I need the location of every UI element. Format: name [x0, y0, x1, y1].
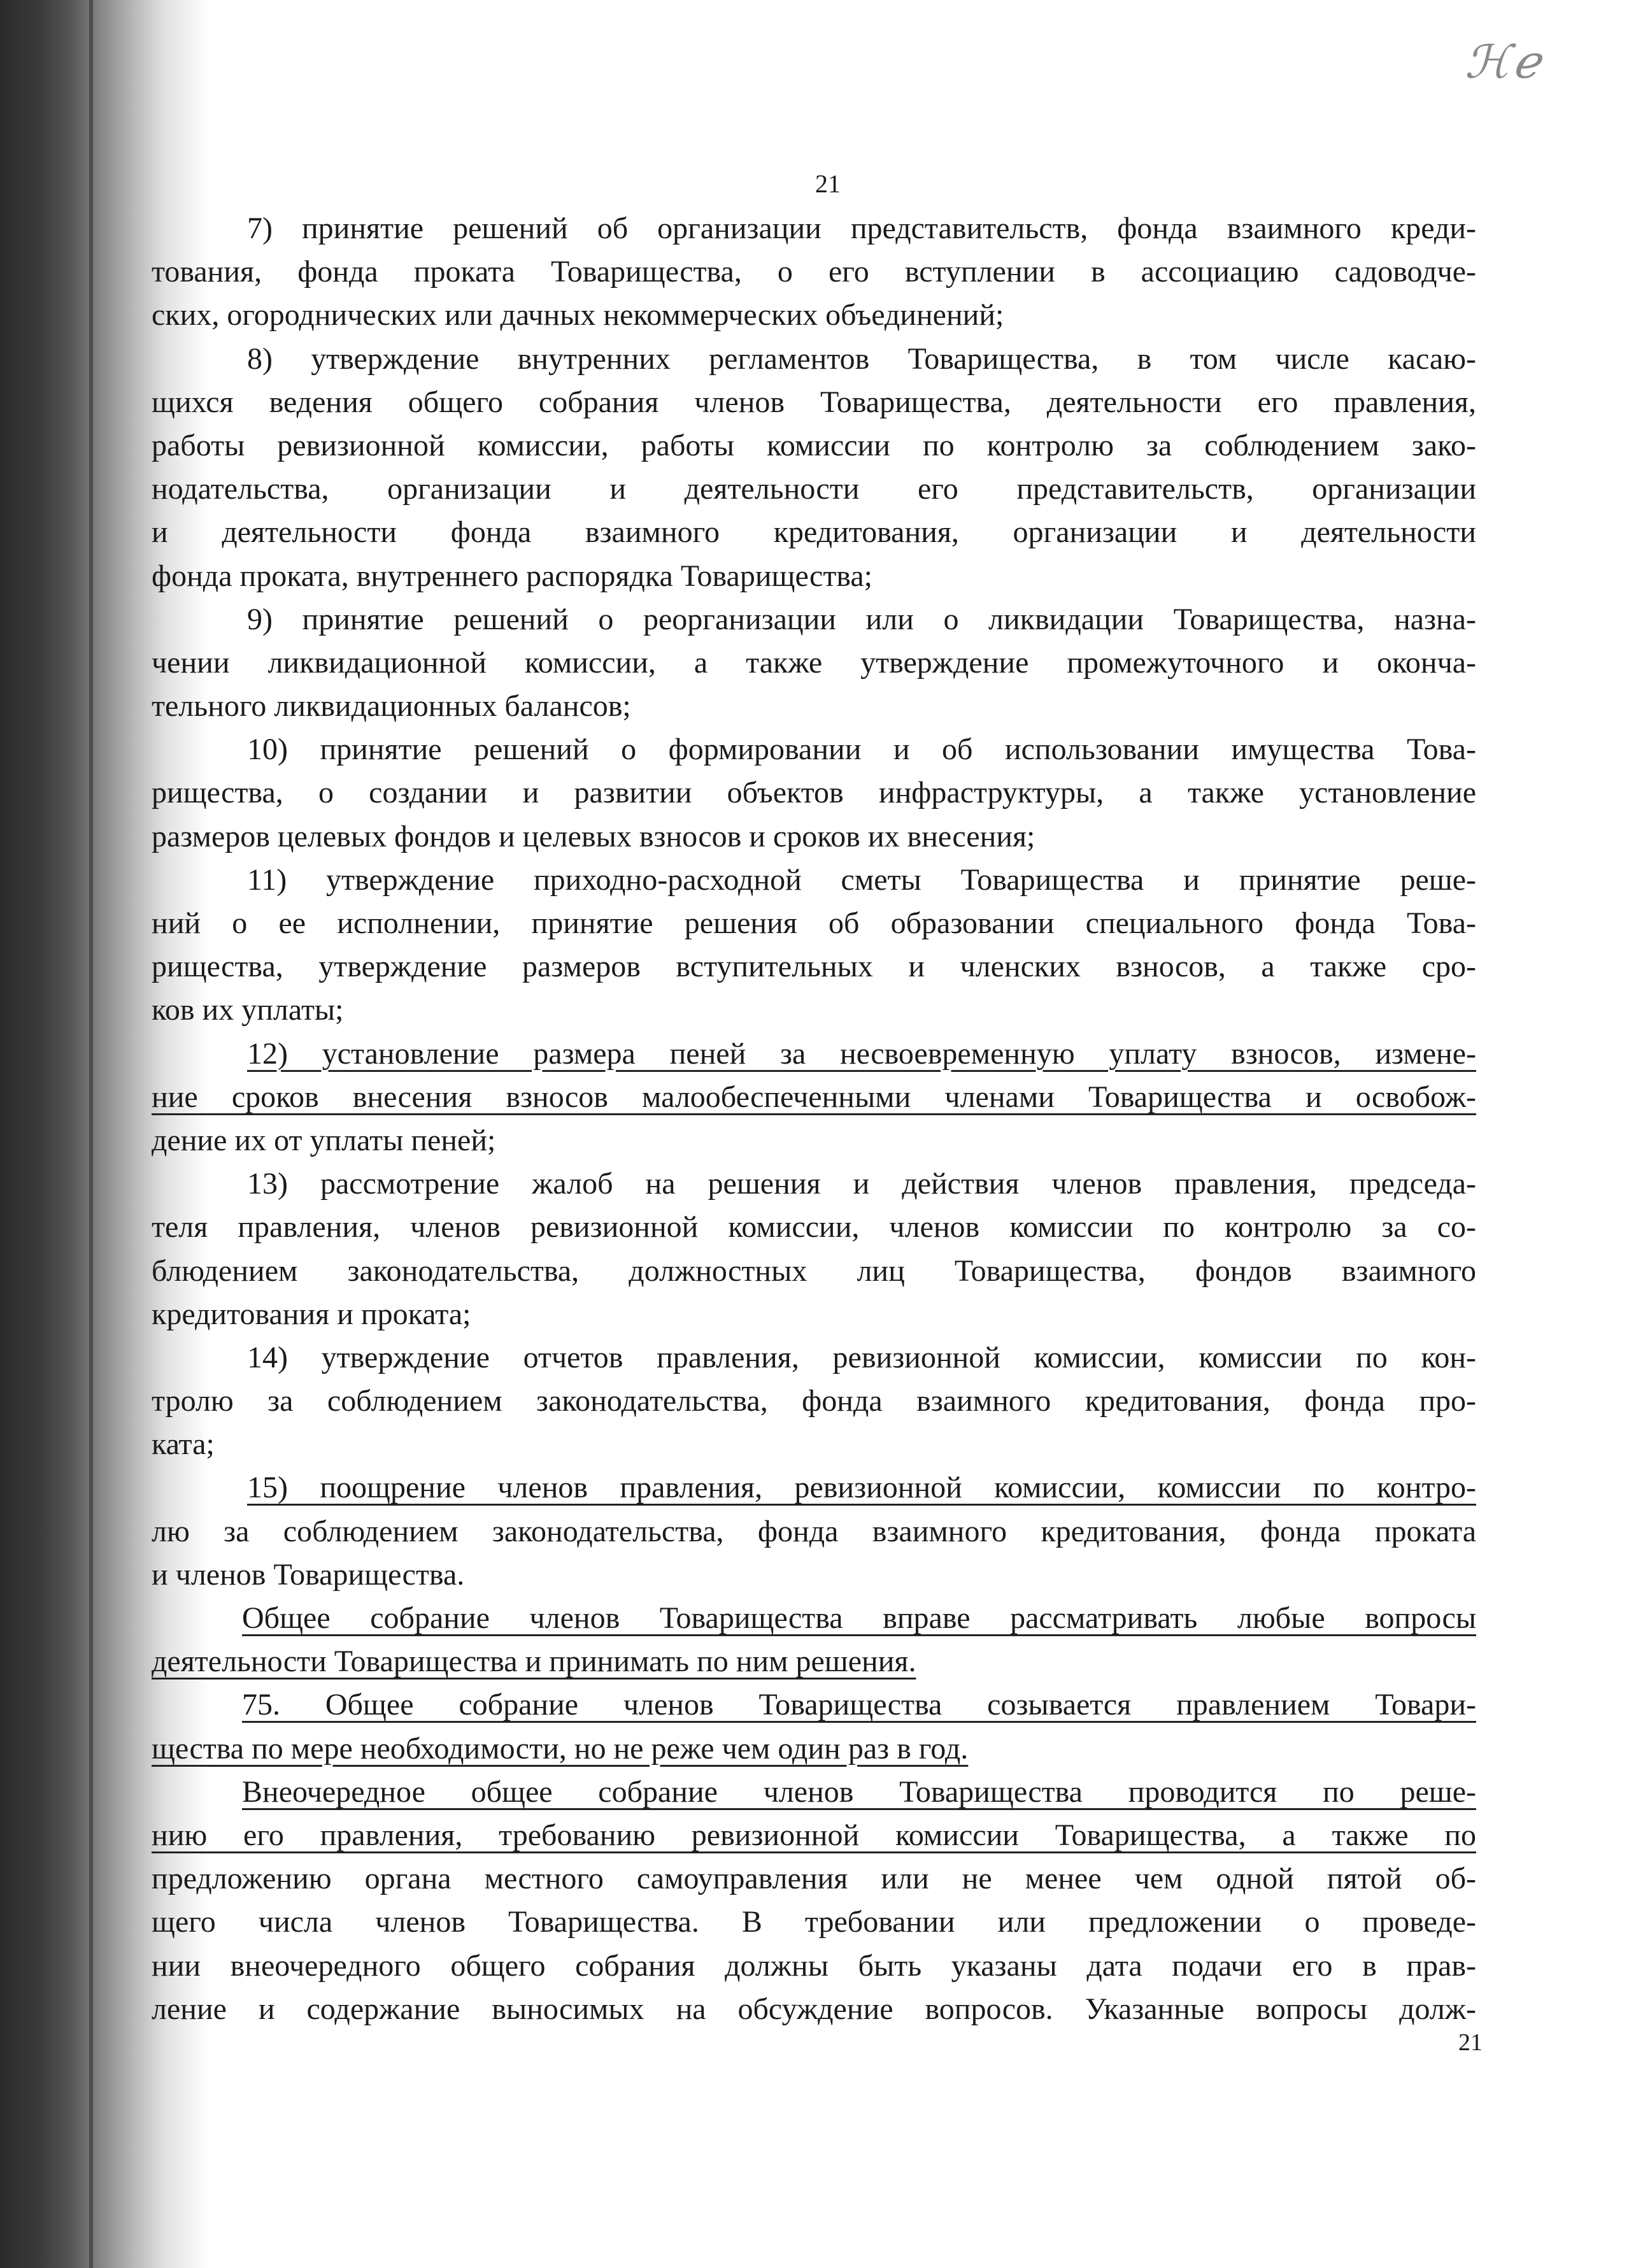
text-line: 14) утверждение отчетов правления, ревизионной комиссии, комиссии по кон-	[247, 1340, 1476, 1374]
text-line: работы ревизионной комиссии, работы комиссии по контролю за соблюдением зако-	[152, 428, 1476, 462]
text-line: предложению органа местного самоуправления или не менее чем одной пятой об-	[152, 1862, 1476, 1896]
text-line: тования, фонда проката Товарищества, о его вступлении в ассоциацию садоводче-	[152, 255, 1476, 289]
text-line-underlined: Внеочередное общее собрание членов Товарищества проводится по реше-	[242, 1774, 1476, 1809]
text-line: лю за соблюдением законодательства, фонда взаимного кредитования, фонда проката	[152, 1514, 1476, 1548]
text-line: тельного ликвидационных балансов;	[152, 689, 631, 724]
document-body	[152, 207, 1476, 2031]
text-line: ний о ее исполнении, принятие решения об образовании специального фонда Това-	[152, 906, 1476, 940]
text-line: размеров целевых фондов и целевых взносов и сроков их внесения;	[152, 819, 1035, 853]
text-line: ков их уплаты;	[152, 993, 344, 1027]
text-line: 7) принятие решений об организации представительств, фонда взаимного креди-	[247, 211, 1476, 245]
text-line-underlined: деятельности Товарищества и принимать по ним решения.	[152, 1644, 916, 1679]
text-line-underlined: нию его правления, требованию ревизионной комиссии Товарищества, а также по	[152, 1818, 1476, 1852]
text-line: 9) принятие решений о реорганизации или о ликвидации Товарищества, назна-	[247, 602, 1476, 636]
text-line: теля правления, членов ревизионной комиссии, членов комиссии по контролю за со-	[152, 1210, 1476, 1245]
text-line: ката;	[152, 1427, 215, 1462]
text-line: дение их от уплаты пеней;	[152, 1123, 496, 1157]
text-line: нодательства, организации и деятельности его представительств, организации	[152, 472, 1476, 506]
handwritten-page-mark: ℋℯ	[1465, 35, 1542, 89]
text-line: 13) рассмотрение жалоб на решения и действия членов правления, председа-	[247, 1167, 1476, 1201]
text-line-underlined: щества по мере необходимости, но не реже чем один раз в год.	[152, 1731, 969, 1765]
text-line: и деятельности фонда взаимного кредитования, организации и деятельности	[152, 515, 1476, 550]
text-line-underlined: Общее собрание членов Товарищества вправе рассматривать любые вопросы	[242, 1601, 1476, 1635]
text-line-underlined: ние сроков внесения взносов малообеспеченными членами Товарищества и освобож-	[152, 1080, 1476, 1114]
text-line: чении ликвидационной комиссии, а также утверждение промежуточного и оконча-	[152, 645, 1476, 680]
text-line: щего числа членов Товарищества. В требовании или предложении о проведе-	[152, 1905, 1476, 1939]
text-line-underlined: 75. Общее собрание членов Товарищества созывается правлением Товари-	[242, 1688, 1476, 1722]
text-line: щихся ведения общего собрания членов Товарищества, деятельности его правления,	[152, 385, 1476, 419]
text-line: блюдением законодательства, должностных лиц Товарищества, фондов взаимного	[152, 1253, 1476, 1288]
text-line: рищества, утверждение размеров вступительных и членских взносов, а также сро-	[152, 950, 1476, 984]
page-number-top: 21	[815, 169, 841, 198]
text-line: 10) принятие решений о формировании и об использовании имущества Това-	[247, 732, 1476, 767]
page-number-bottom: 21	[1458, 2029, 1483, 2056]
text-line: ских, огороднических или дачных некоммерческих объединений;	[152, 298, 1004, 332]
text-line: рищества, о создании и развитии объектов инфраструктуры, а также установление	[152, 776, 1476, 810]
text-line: нии внеочередного общего собрания должны быть указаны дата подачи его в прав-	[152, 1948, 1476, 1983]
text-line: тролю за соблюдением законодательства, фонда взаимного кредитования, фонда про-	[152, 1384, 1476, 1418]
text-line-underlined: 12) установление размера пеней за несвоевременную уплату взносов, измене-	[247, 1036, 1476, 1071]
text-line: фонда проката, внутреннего распорядка Товарищества;	[152, 559, 872, 593]
text-line-underlined: 15) поощрение членов правления, ревизионной комиссии, комиссии по контро-	[247, 1471, 1476, 1505]
text-line: ление и содержание выносимых на обсуждение вопросов. Указанные вопросы долж-	[152, 1992, 1476, 2026]
text-line: кредитования и проката;	[152, 1297, 471, 1331]
text-line: 8) утверждение внутренних регламентов Товарищества, в том числе касаю-	[247, 341, 1476, 376]
text-line: и членов Товарищества.	[152, 1557, 465, 1592]
text-line: 11) утверждение приходно-расходной сметы Товарищества и принятие реше-	[247, 862, 1476, 897]
